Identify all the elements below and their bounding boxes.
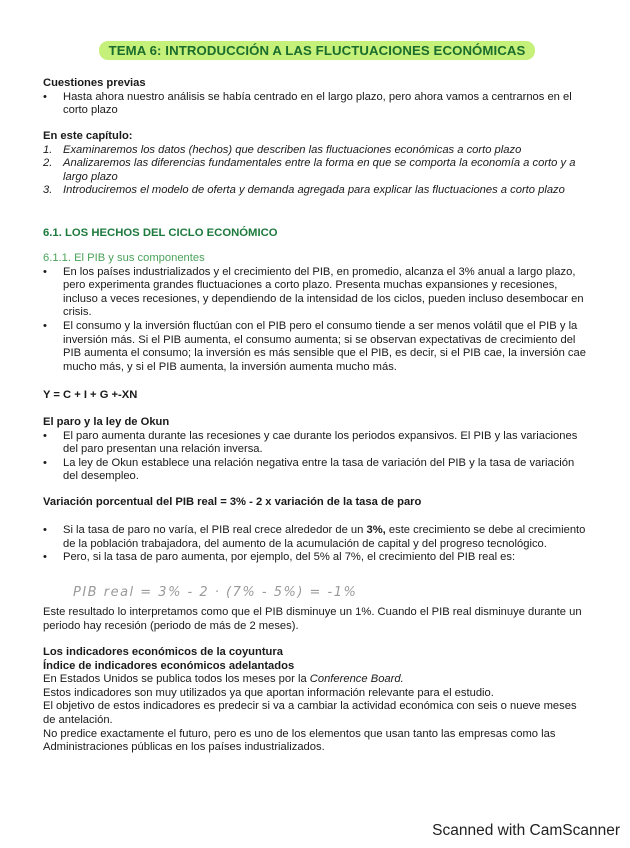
list-item-text: Hasta ahora nuestro análisis se había centrado en el largo plazo, pero ahora vamos a centrarnos en el corto plazo xyxy=(63,90,572,117)
list-item-text: El consumo y la inversión fluctúan con el PIB pero el consumo tiende a ser menos volátil que el PIB y la inversión más. Si el PIB aumenta, el consumo aumenta; si se observan expectativas de crecimiento del PIB aumenta el consumo; la inversión es más sensible que el PIB, es decir, si el PIB cae, la inversión cae mucho más, y si el PIB aumenta, la inversión aumenta mucho más. xyxy=(63,319,586,373)
previas-section xyxy=(43,77,591,118)
list-item-text: El paro aumenta durante las recesiones y cae durante los periodos expansivos. El PIB y las variaciones del paro presentan una relación inversa. xyxy=(63,429,578,456)
bullet-icon: • xyxy=(43,524,47,536)
list-number: 2. xyxy=(43,157,53,170)
capitulo-section xyxy=(43,130,591,198)
list-number: 3. xyxy=(43,184,53,197)
list-item-text: Pero, si la tasa de paro aumenta, por ejemplo, del 5% al 7%, el crecimiento del PIB real es: xyxy=(63,551,516,564)
bullet-icon: • xyxy=(43,90,47,103)
s61-content xyxy=(43,252,591,374)
paragraph: El objetivo de estos indicadores es predecir si va a cambiar la actividad económica con seis o nueve meses de antelación. xyxy=(43,700,577,726)
paragraph-italic: Conference Board. xyxy=(309,673,404,686)
paragraph: No predice exactamente el futuro, pero es uno de los elementos que usan tanto las empresas como las Administraciones públicas en los países industrializados. xyxy=(43,727,556,754)
list-item-text: este crecimiento se debe al crecimiento de la población trabajadora, del aumento de la acumulación de capital y del progreso tecnológico. xyxy=(63,524,586,550)
indicadores-heading: Los indicadores económicos de la coyuntura xyxy=(43,646,283,658)
bullet-icon: • xyxy=(43,551,47,564)
camscanner-watermark: Scanned with CamScanner xyxy=(432,822,620,839)
bullet-icon: • xyxy=(43,265,47,278)
okun-examples xyxy=(43,524,591,565)
indicadores-section xyxy=(43,646,591,755)
list-item xyxy=(43,551,591,565)
okun-law: Variación porcentual del PIB real = 3% - 2 x variación de la tasa de paro xyxy=(43,496,422,508)
list-number: 1. xyxy=(43,143,53,156)
previas-heading: Cuestiones previas xyxy=(43,77,146,89)
equation: Y = C + I + G +-XN xyxy=(43,389,138,401)
list-item-text: Si la tasa de paro no varía, el PIB real crece alrededor de un xyxy=(63,524,367,536)
bullet-icon: • xyxy=(43,456,47,469)
okun-result: Este resultado lo interpretamos como que el PIB disminuye un 1%. Cuando el PIB real disminuye durante un periodo hay recesión (periodo de más de 2 meses). xyxy=(43,606,582,632)
list-item xyxy=(43,524,591,551)
list-item-text: Introduciremos el modelo de oferta y demanda agregada para explicar las fluctuaciones a corto plazo xyxy=(63,184,565,197)
subsection-heading: 6.1.1. El PIB y sus componentes xyxy=(43,252,205,264)
paragraph: Estos indicadores son muy utilizados ya que aportan información relevante para el estudio. xyxy=(43,686,494,699)
list-item-text: Analizaremos las diferencias fundamentales entre la forma en que se comporta la economía a corto y a largo plazo xyxy=(63,157,576,183)
bullet-icon: • xyxy=(43,429,47,442)
list-item xyxy=(43,430,591,457)
handwritten-formula: PIB real = 3% - 2 · (7% - 5%) = -1% xyxy=(73,585,358,600)
list-item-text: La ley de Okun establece una relación negativa entre la tasa de variación del PIB y la tasa de variación del desempleo. xyxy=(63,456,575,483)
title-wrap xyxy=(43,41,591,60)
list-item-text: En los países industrializados y el crecimiento del PIB, en promedio, alcanza el 3% anual a largo plazo, pero experimenta grandes fluctuaciones a corto plazo. Presenta muchas expansiones y recesiones, incluso a veces recesiones, y dependiendo de la intensidad de los ciclos, pueden incluso desembocar en crisis. xyxy=(63,265,584,319)
list-item xyxy=(43,157,591,184)
list-item xyxy=(43,144,591,158)
okun-section xyxy=(43,416,591,484)
section-heading-6-1: 6.1. LOS HECHOS DEL CICLO ECONÓMICO xyxy=(43,227,278,239)
indicadores-subheading: Índice de indicadores económicos adelantados xyxy=(43,659,295,672)
list-item xyxy=(43,457,591,484)
page-title: TEMA 6: INTRODUCCIÓN A LAS FLUCTUACIONES ECONÓMICAS xyxy=(99,41,536,60)
paragraph xyxy=(43,673,591,687)
okun-heading: El paro y la ley de Okun xyxy=(43,416,170,428)
list-item xyxy=(43,266,591,320)
list-item-text: Examinaremos los datos (hechos) que describen las fluctuaciones económicas a corto plazo xyxy=(63,143,522,156)
list-item xyxy=(43,184,591,198)
list-item-bold: 3%, xyxy=(366,524,386,536)
paragraph-text: En Estados Unidos se publica todos los meses por la xyxy=(43,673,310,686)
list-item xyxy=(43,91,591,118)
list-item xyxy=(43,320,591,374)
bullet-icon: • xyxy=(43,319,47,332)
capitulo-heading: En este capítulo: xyxy=(43,130,133,142)
